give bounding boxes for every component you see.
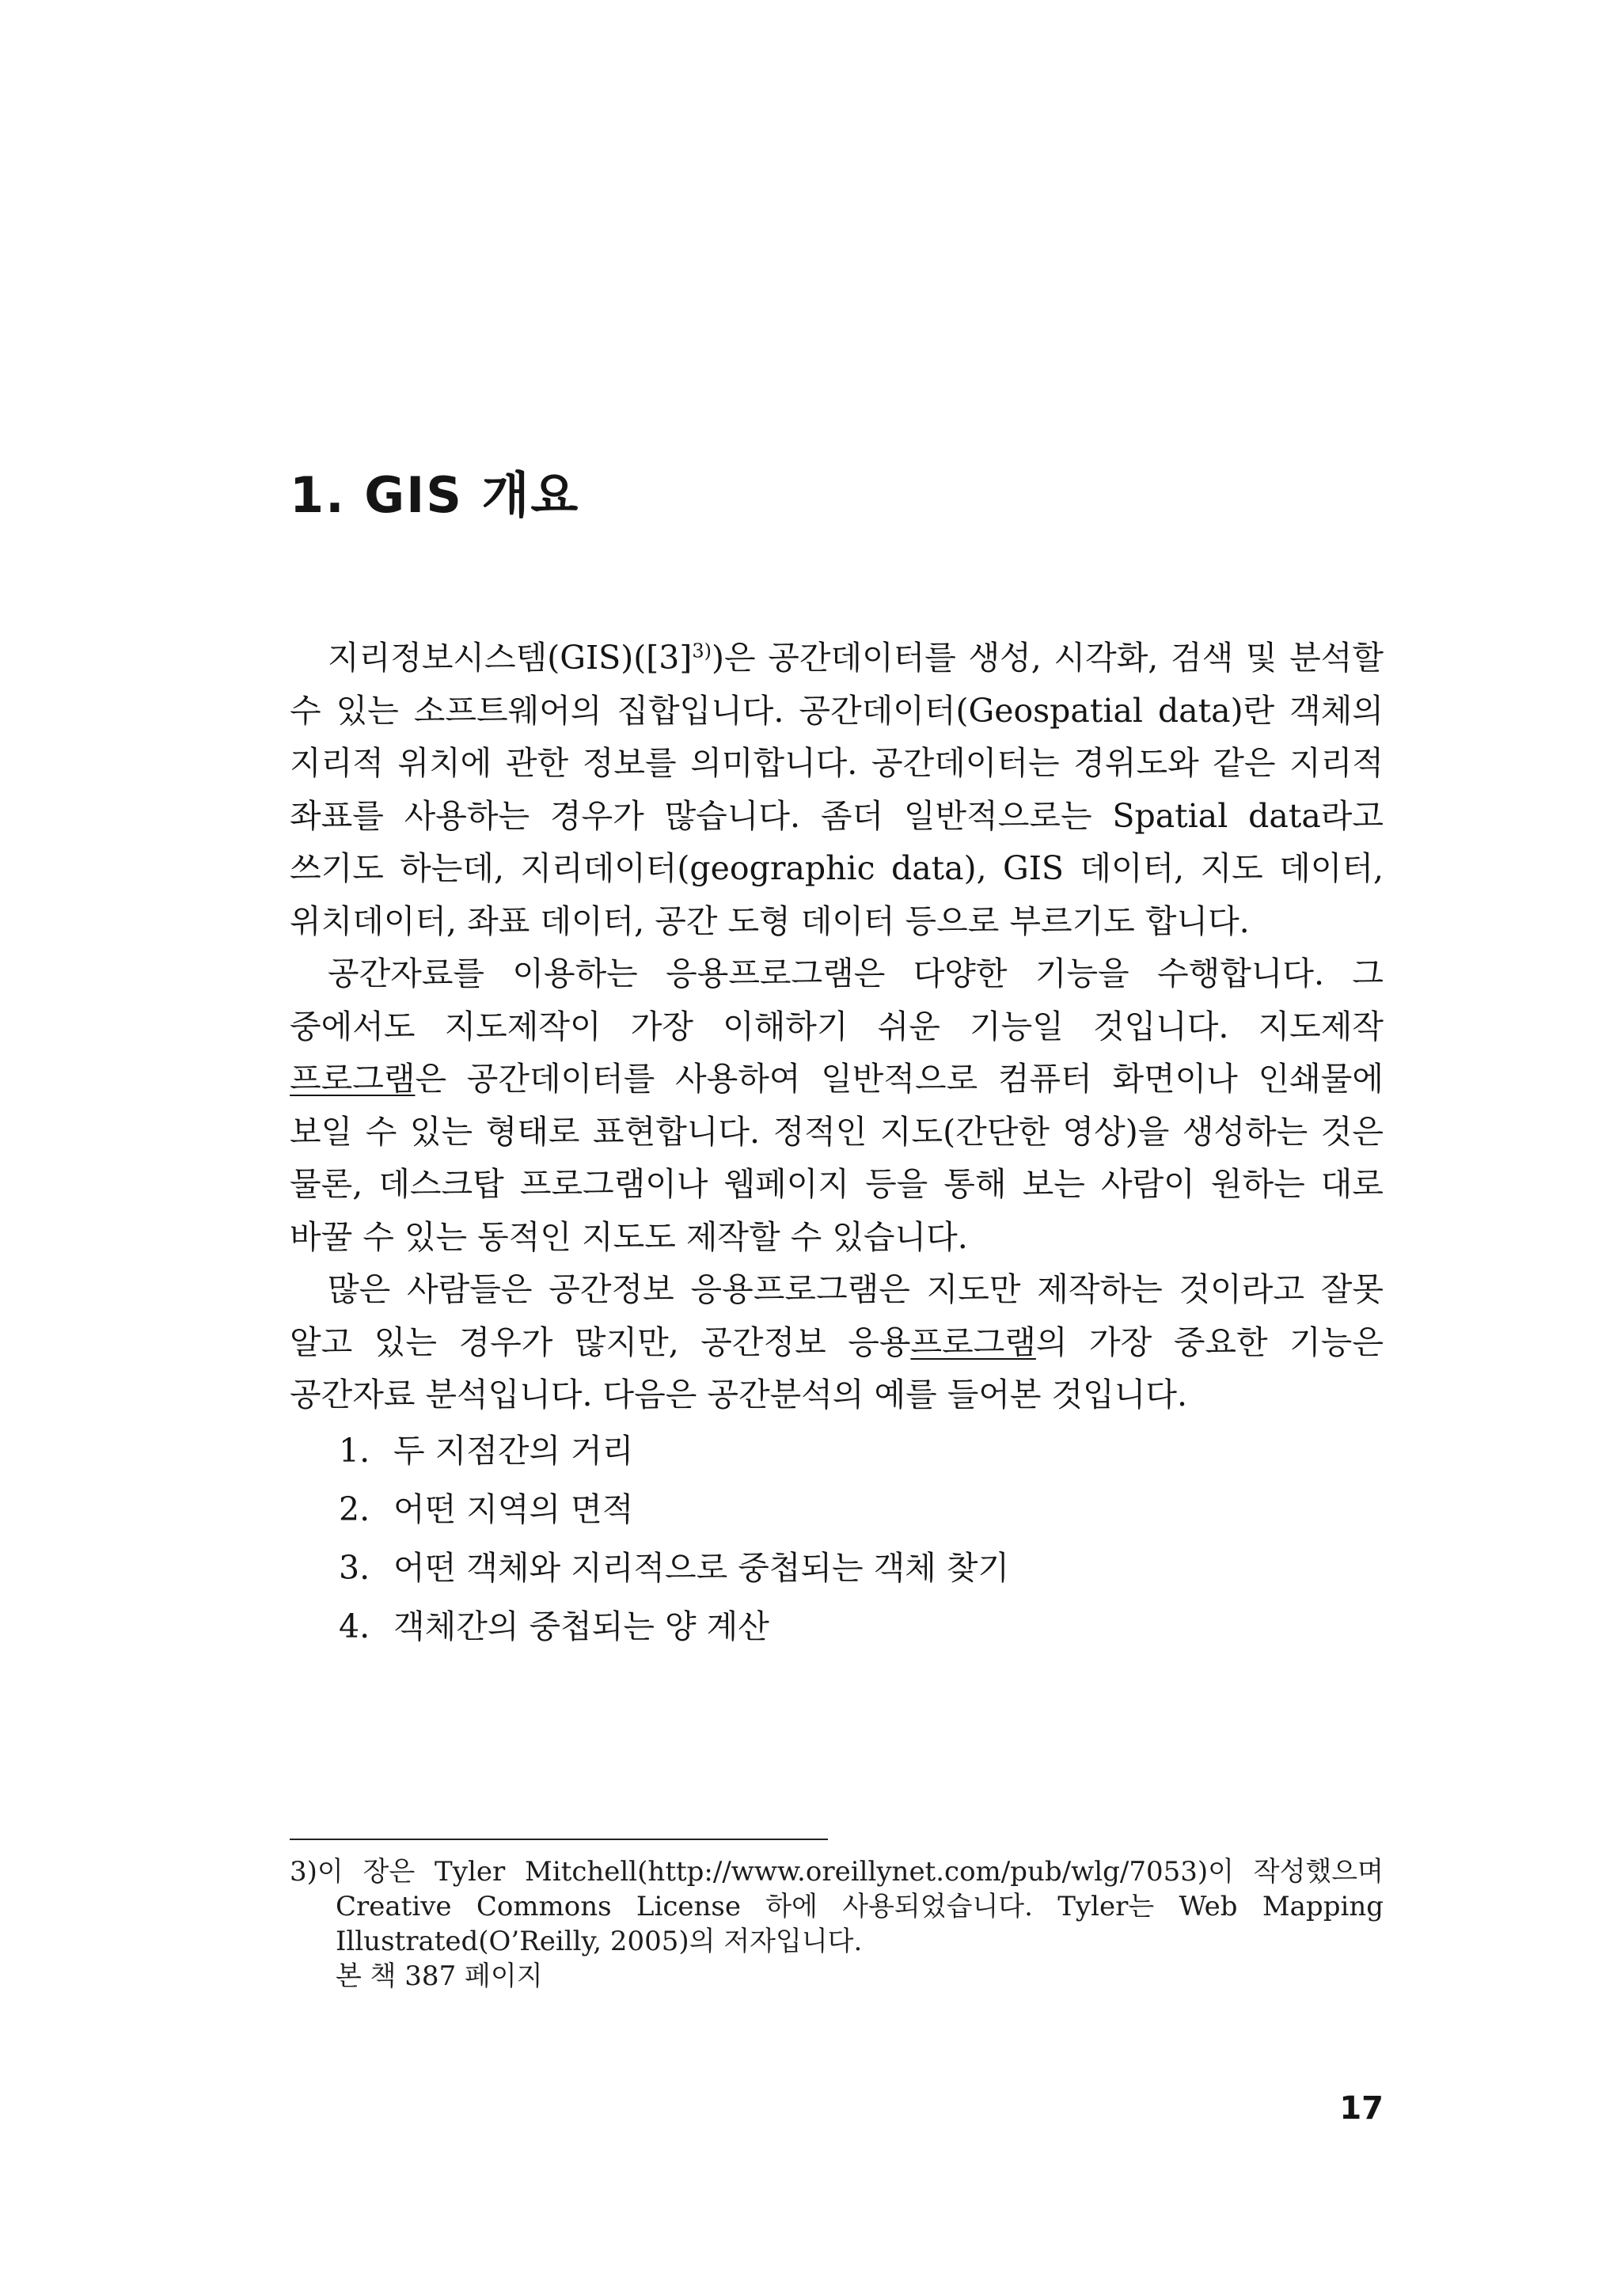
list-item-number: 1. [339, 1431, 370, 1470]
list-item [339, 1597, 1384, 1656]
underlined-word: 프로그램 [910, 1323, 1036, 1361]
body-text [290, 632, 1384, 1656]
analysis-examples-list [290, 1421, 1384, 1656]
paragraph-analysis-start: 많은 사람들은 공간정보 응용프로그램은 지도만 제작하는 것이라고 잘못 알고 있는 경우가 많지만, 공간정보 응용 [290, 1270, 1384, 1361]
page-number: 17 [1339, 2090, 1384, 2127]
footnote [290, 1854, 1384, 1994]
list-item [339, 1421, 1384, 1480]
footnote-text: 3)이 장은 Tyler Mitchell(http://www.oreillynet.com/pub/wlg/7053)이 작성했으며 Creative Commons License 하에 사용되었습니다. Tyler는 Web Mapping Illustrated(O’Reilly, 2005)의 저자입니다. [290, 1856, 1384, 1957]
list-item-text: 두 지점간의 거리 [393, 1431, 634, 1470]
paragraph-intro [290, 632, 1384, 947]
underlined-word: 프로그램 [290, 1060, 416, 1098]
paragraph-mapping-rest: 은 공간데이터를 사용하여 일반적으로 컴퓨터 화면이나 인쇄물에 보일 수 있는 형태로 표현합니다. 정적인 지도(간단한 영상)을 생성하는 것은 물론, 데스크탑 프로그램이나 웹페이지 등을 통해 보는 사람이 원하는 대로 바꿀 수 있는 동적인 지도도 제작할 수 있습니다. [290, 1060, 1384, 1256]
paragraph-intro-rest: )은 공간데이터를 생성, 시각화, 검색 및 분석할 수 있는 소프트웨어의 집합입니다. 공간데이터(Geospatial data)란 객체의 지리적 위치에 관한 정보를 의미합니다. 공간데이터는 경위도와 같은 지리적 좌표를 사용하는 경우가 많습니다. 좀더 일반적으로는 Spatial data라고 쓰기도 하는데, 지리데이터(geographic data), GIS 데이터, 지도 데이터, 위치데이터, 좌표 데이터, 공간 도형 데이터 등으로 부르기도 합니다. [290, 639, 1384, 940]
paragraph-mapping-start: 공간자료를 이용하는 응용프로그램은 다양한 기능을 수행합니다. 그 중에서도 지도제작이 가장 이해하기 쉬운 기능일 것입니다. 지도제작 [290, 954, 1384, 1046]
list-item-number: 3. [339, 1548, 370, 1587]
page-heading: 1. GIS 개요 [290, 466, 580, 524]
list-item-number: 2. [339, 1490, 370, 1528]
list-item-text: 객체간의 중첩되는 양 계산 [393, 1607, 769, 1645]
footnote-page-reference: 본 책 387 페이지 [336, 1960, 543, 1992]
paragraph-analysis-rest: 의 가장 중요한 기능은 공간자료 분석입니다. 다음은 공간분석의 예를 들어본 것입니다. [290, 1323, 1384, 1414]
footnote-divider [290, 1839, 828, 1840]
list-item [339, 1539, 1384, 1597]
paragraph-intro-start: 지리정보시스템(GIS)([3] [328, 639, 693, 677]
list-item-text: 어떤 지역의 면적 [393, 1490, 634, 1528]
paragraph-mapping [290, 947, 1384, 1263]
list-item-number: 4. [339, 1607, 370, 1645]
footnote-reference[interactable]: 3) [692, 639, 712, 662]
list-item-text: 어떤 객체와 지리적으로 중첩되는 객체 찾기 [393, 1548, 1010, 1587]
paragraph-analysis [290, 1263, 1384, 1421]
list-item [339, 1480, 1384, 1539]
